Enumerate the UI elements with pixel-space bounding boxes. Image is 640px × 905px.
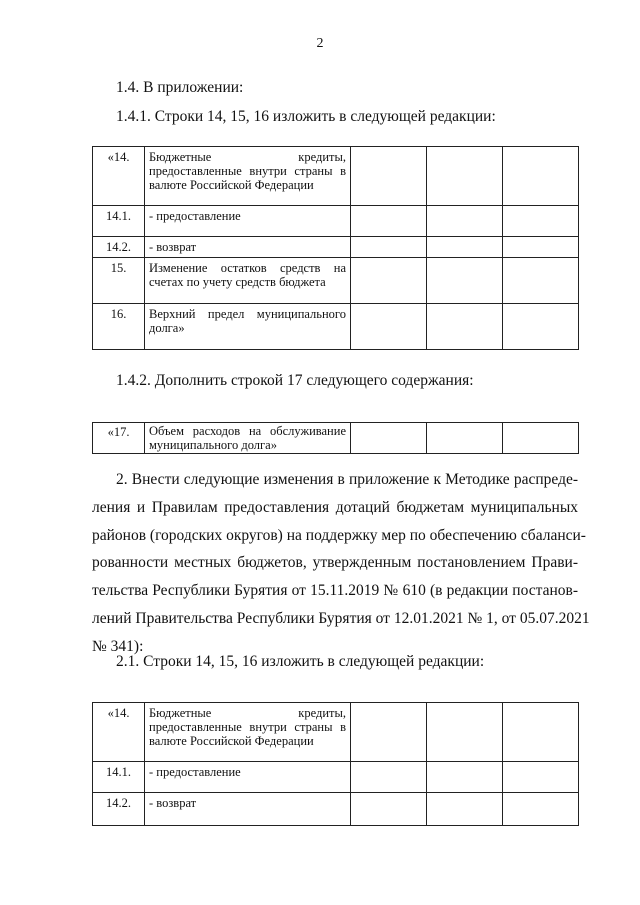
row-text: - предоставление [145, 762, 351, 793]
row-number: 16. [93, 304, 145, 350]
empty-cell [503, 147, 579, 206]
empty-cell [503, 258, 579, 304]
empty-cell [351, 703, 427, 762]
paragraph-line: 2. Внести следующие изменения в приложение к Методике распреде- [116, 471, 578, 488]
row-number: «14. [93, 147, 145, 206]
section-2-1-heading: 2.1. Строки 14, 15, 16 изложить в следующей редакции: [116, 653, 485, 670]
empty-cell [503, 423, 579, 454]
row-text: Бюджетные кредиты, предоставленные внутри страны в валюте Российской Федерации [145, 147, 351, 206]
empty-cell [351, 762, 427, 793]
row-number: 14.2. [93, 793, 145, 826]
table-row [93, 762, 579, 793]
row-number: 14.1. [93, 762, 145, 793]
empty-cell [503, 793, 579, 826]
row-number: 14.1. [93, 206, 145, 237]
empty-cell [427, 703, 503, 762]
table-budget-rows-14-16 [92, 146, 579, 350]
table-row [93, 703, 579, 762]
empty-cell [503, 304, 579, 350]
empty-cell [427, 423, 503, 454]
empty-cell [427, 793, 503, 826]
section-1-4-2-heading: 1.4.2. Дополнить строкой 17 следующего содержания: [116, 372, 474, 389]
section-1-4-1-heading: 1.4.1. Строки 14, 15, 16 изложить в следующей редакции: [116, 108, 496, 125]
table-row [93, 793, 579, 826]
table-row [93, 237, 579, 258]
row-text: - предоставление [145, 206, 351, 237]
empty-cell [351, 237, 427, 258]
empty-cell [503, 237, 579, 258]
empty-cell [427, 304, 503, 350]
empty-cell [503, 762, 579, 793]
table-row [93, 147, 579, 206]
table-row-17 [92, 422, 579, 454]
empty-cell [351, 304, 427, 350]
row-text: Верхний предел муниципального долга» [145, 304, 351, 350]
row-text: - возврат [145, 793, 351, 826]
empty-cell [351, 258, 427, 304]
row-text: Объем расходов на обслуживание муниципального долга» [145, 423, 351, 454]
row-text: Бюджетные кредиты, предоставленные внутри страны в валюте Российской Федерации [145, 703, 351, 762]
empty-cell [351, 206, 427, 237]
row-number: 15. [93, 258, 145, 304]
empty-cell [427, 237, 503, 258]
empty-cell [427, 147, 503, 206]
empty-cell [427, 762, 503, 793]
section-1-4-heading: 1.4. В приложении: [116, 79, 244, 96]
table-row [93, 423, 579, 454]
empty-cell [503, 703, 579, 762]
table-methodology-rows-14 [92, 702, 579, 826]
table-row [93, 258, 579, 304]
paragraph-line: лений Правительства Республики Бурятия от 12.01.2021 № 1, от 05.07.2021 [92, 609, 590, 627]
empty-cell [427, 258, 503, 304]
row-text: Изменение остатков средств на счетах по учету средств бюджета [145, 258, 351, 304]
paragraph-2 [92, 466, 590, 661]
paragraph-line: районов (городских округов) на поддержку мер по обеспечению сбаланси- [92, 526, 586, 544]
empty-cell [351, 793, 427, 826]
empty-cell [503, 206, 579, 237]
row-number: «17. [93, 423, 145, 454]
table-row [93, 304, 579, 350]
row-number: «14. [93, 703, 145, 762]
paragraph-line: тельства Республики Бурятия от 15.11.2019 № 610 (в редакции постанов- [92, 582, 578, 600]
empty-cell [427, 206, 503, 237]
empty-cell [351, 423, 427, 454]
row-number: 14.2. [93, 237, 145, 258]
table-row [93, 206, 579, 237]
paragraph-line: рованности местных бюджетов, утвержденным постановлением Прави- [92, 554, 578, 572]
page-number: 2 [316, 36, 324, 51]
empty-cell [351, 147, 427, 206]
row-text: - возврат [145, 237, 351, 258]
paragraph-line: № 341): [92, 637, 144, 655]
paragraph-line: ления и Правилам предоставления дотаций бюджетам муниципальных [92, 498, 578, 516]
